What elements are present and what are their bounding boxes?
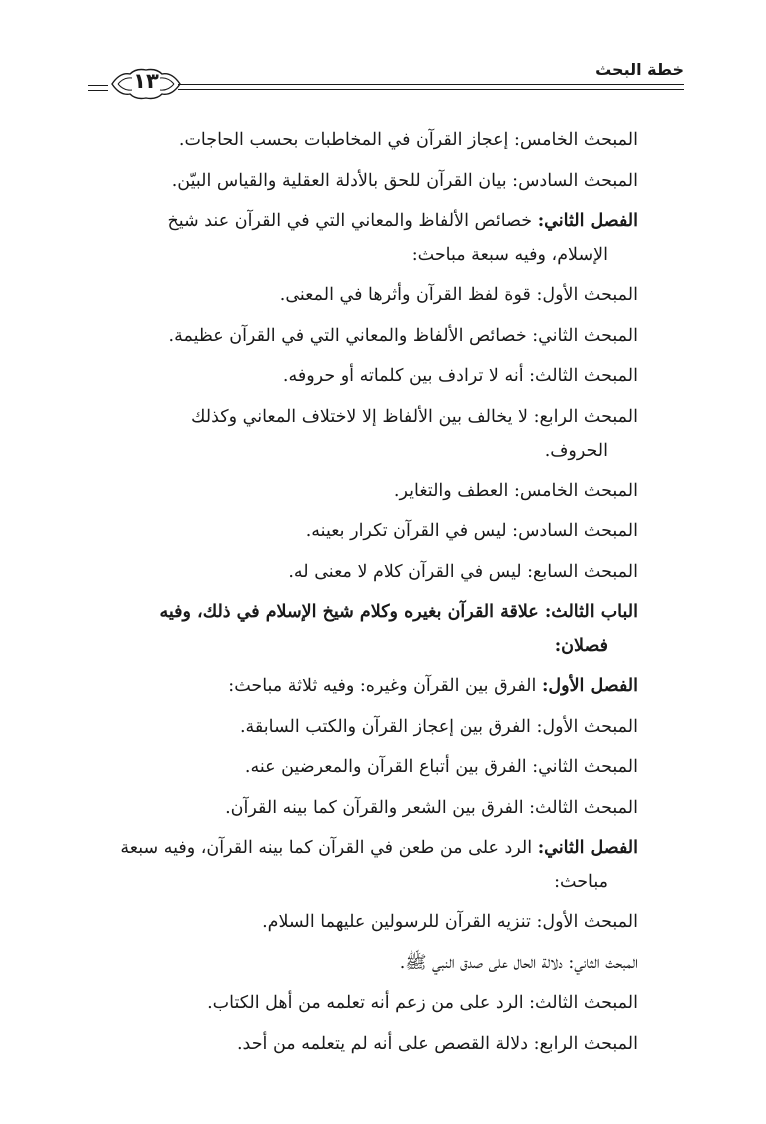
toc-text: الرد على من طعن في القرآن كما بينه القرآن، وفيه سبعة <box>120 838 538 858</box>
toc-continuation: الحروف. <box>544 440 608 461</box>
toc-text: الفرق بين إعجاز القرآن والكتب السابقة. <box>239 716 537 737</box>
toc-text: إعجاز القرآن في المخاطبات بحسب الحاجات. <box>178 130 514 150</box>
toc-continuation: الإسلام، وفيه سبعة مباحث: <box>411 245 608 265</box>
toc-line <box>82 592 638 666</box>
toc-text: تنزيه القرآن للرسولين عليهما السلام. <box>262 912 537 932</box>
toc-line <box>82 120 638 161</box>
toc-line <box>82 552 638 593</box>
toc-label: المبحث الرابع: <box>533 1033 638 1054</box>
toc-label: المبحث الثاني: <box>532 325 638 346</box>
toc-text: الرد على من زعم أنه تعلمه من أهل الكتاب. <box>207 993 530 1013</box>
toc-label: المبحث الرابع: <box>533 406 638 427</box>
toc-text: خصائص الألفاظ والمعاني التي في القرآن عند شيخ <box>167 211 538 231</box>
toc-line <box>82 983 638 1024</box>
toc-line <box>82 902 638 943</box>
toc-continuation: فصلان: <box>554 636 608 656</box>
toc-line <box>82 397 638 471</box>
toc-text: خصائص الألفاظ والمعاني التي في القرآن عظيمة. <box>168 325 533 346</box>
toc-label: المبحث الخامس: <box>513 130 638 150</box>
toc-label: المبحث السادس: <box>512 521 638 541</box>
page-header <box>88 58 684 104</box>
header-rule <box>88 85 108 86</box>
toc-line <box>82 511 638 552</box>
toc-label: المبحث السادس: <box>512 170 638 191</box>
page-number-ornament <box>108 66 184 102</box>
header-rule <box>178 84 684 85</box>
toc-line <box>82 356 638 397</box>
toc-label: المبحث الخامس: <box>513 480 638 501</box>
toc-label: الفصل الثاني: <box>537 211 638 231</box>
toc-text: العطف والتغاير. <box>393 480 514 501</box>
toc-line <box>82 1024 638 1065</box>
toc-text: علاقة القرآن بغيره وكلام شيخ الإسلام في ذلك، وفيه <box>159 602 545 622</box>
toc-text: قوة لفظ القرآن وأثرها في المعنى. <box>279 285 537 305</box>
toc-text: دلالة القصص على أنه لم يتعلمه من أحد. <box>236 1033 534 1054</box>
toc-content <box>82 120 638 1064</box>
toc-label: المبحث الثاني: <box>532 757 638 777</box>
toc-line <box>82 943 638 984</box>
toc-line <box>82 275 638 316</box>
toc-line <box>82 828 638 902</box>
toc-text: لا يخالف بين الألفاظ إلا لاختلاف المعاني وكذلك <box>191 406 534 427</box>
toc-line <box>82 316 638 357</box>
toc-text: بيان القرآن للحق بالأدلة العقلية والقياس البيّن. <box>171 170 513 191</box>
toc-label: الفصل الأول: <box>541 676 638 696</box>
toc-line <box>82 707 638 748</box>
toc-text: الفرق بين الشعر والقرآن كما بينه القرآن. <box>225 797 530 818</box>
toc-label: المبحث الثاني: <box>568 952 638 973</box>
toc-line <box>82 747 638 788</box>
toc-line <box>82 788 638 829</box>
toc-label: المبحث الثالث: <box>529 797 638 818</box>
toc-text: ليس في القرآن تكرار بعينه. <box>305 521 513 541</box>
toc-label: المبحث الأول: <box>536 716 638 737</box>
header-rule <box>88 90 108 91</box>
toc-label: المبحث الأول: <box>536 285 638 305</box>
toc-label: المبحث الثالث: <box>529 993 638 1013</box>
toc-line <box>82 161 638 202</box>
toc-text: الفرق بين القرآن وغيره: وفيه ثلاثة مباحث: <box>228 676 542 696</box>
toc-text: دلالة الحال على صدق النبي ﷺ. <box>399 952 569 973</box>
toc-label: الباب الثالث: <box>544 602 638 622</box>
running-title: خطة البحث <box>595 60 684 79</box>
page-number: ١٣ <box>133 69 159 93</box>
toc-label: المبحث السابع: <box>527 561 638 582</box>
header-rule <box>178 89 684 90</box>
toc-line <box>82 666 638 707</box>
toc-text: أنه لا ترادف بين كلماته أو حروفه. <box>282 366 530 386</box>
toc-text: ليس في القرآن كلام لا معنى له. <box>288 561 528 582</box>
toc-label: المبحث الثالث: <box>529 366 638 386</box>
toc-continuation: مباحث: <box>554 872 608 892</box>
toc-label: المبحث الأول: <box>536 912 638 932</box>
toc-label: الفصل الثاني: <box>537 838 638 858</box>
toc-line <box>82 471 638 512</box>
toc-line <box>82 201 638 275</box>
toc-text: الفرق بين أتباع القرآن والمعرضين عنه. <box>244 757 533 777</box>
